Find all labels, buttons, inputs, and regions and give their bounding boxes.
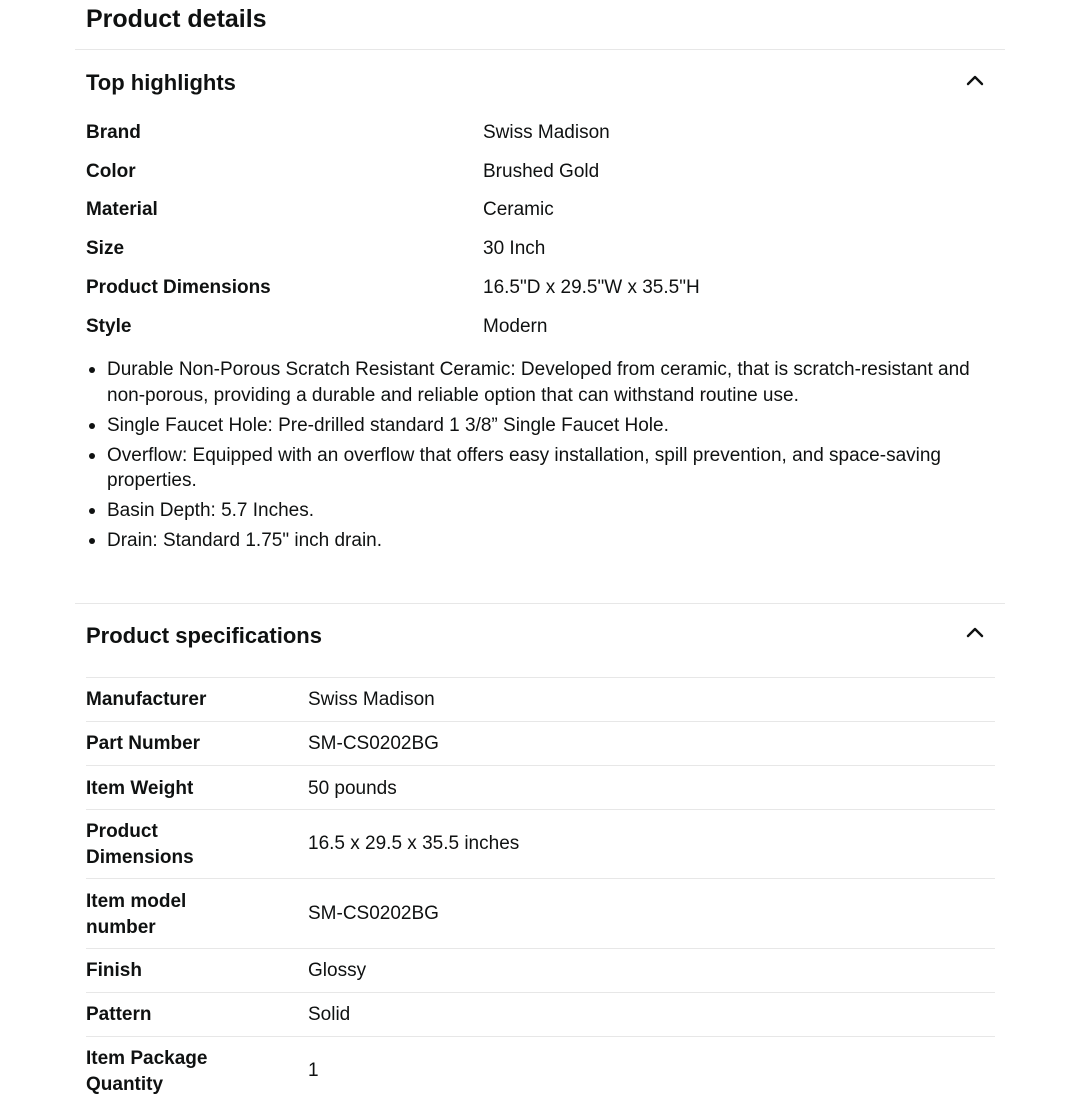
spec-label: Manufacturer [86, 689, 207, 710]
highlight-value: Modern [483, 316, 548, 337]
highlight-label: Style [86, 316, 132, 337]
spec-value: Glossy [308, 960, 367, 981]
highlight-value: Swiss Madison [483, 122, 610, 143]
highlight-row-size [86, 236, 996, 262]
feature-bullet: Overflow: Equipped with an overflow that offers easy installation, spill prevention, and space-saving properties. [107, 443, 997, 494]
highlight-label: Product Dimensions [86, 277, 271, 298]
highlight-value: Brushed Gold [483, 161, 600, 182]
highlight-value: 16.5"D x 29.5"W x 35.5"H [483, 277, 700, 298]
chevron-up-icon[interactable] [965, 625, 985, 639]
highlight-label: Color [86, 161, 136, 182]
highlight-label: Size [86, 238, 125, 259]
spec-label: Item model number [86, 891, 187, 938]
spec-row-item-package-quantity [86, 1036, 995, 1095]
feature-bullet: Drain: Standard 1.75" inch drain. [107, 528, 997, 554]
spec-row-product-dimensions [86, 809, 995, 879]
spec-value: 16.5 x 29.5 x 35.5 inches [308, 833, 520, 854]
highlight-value: Ceramic [483, 199, 554, 220]
highlight-label: Brand [86, 122, 141, 143]
top-highlights-heading: Top highlights [86, 70, 236, 95]
chevron-up-icon[interactable] [965, 73, 985, 87]
spec-row-part-number [86, 721, 995, 766]
page-title: Product details [86, 5, 267, 33]
highlight-row-material [86, 197, 996, 223]
spec-row-item-weight [86, 765, 995, 810]
product-specifications-heading: Product specifications [86, 623, 322, 648]
spec-row-item-model-number [86, 878, 995, 949]
divider [75, 49, 1005, 50]
highlight-row-color [86, 159, 996, 185]
spec-label: Pattern [86, 1004, 152, 1025]
highlight-row-brand [86, 120, 996, 146]
spec-label: Product Dimensions [86, 821, 194, 868]
highlight-value: 30 Inch [483, 238, 546, 259]
highlight-row-product-dimensions [86, 275, 996, 301]
spec-value: SM-CS0202BG [308, 733, 439, 754]
feature-bullet: Durable Non-Porous Scratch Resistant Ceramic: Developed from ceramic, that is scratch-resistant and non-porous, providing a durable and reliable option that can withstand routine use. [107, 357, 997, 408]
divider [75, 603, 1005, 604]
feature-bullet: Basin Depth: 5.7 Inches. [107, 498, 997, 524]
feature-bullet-list [107, 357, 997, 558]
spec-label: Item Package Quantity [86, 1048, 208, 1095]
spec-row-pattern [86, 992, 995, 1037]
spec-value: 50 pounds [308, 778, 397, 799]
highlight-row-style [86, 314, 996, 340]
spec-value: SM-CS0202BG [308, 903, 439, 924]
spec-value: Solid [308, 1004, 351, 1025]
spec-row-finish [86, 948, 995, 993]
feature-bullet: Single Faucet Hole: Pre-drilled standard 1 3/8” Single Faucet Hole. [107, 413, 997, 439]
spec-value: 1 [308, 1060, 319, 1081]
highlight-label: Material [86, 199, 158, 220]
spec-row-manufacturer [86, 677, 995, 722]
spec-label: Item Weight [86, 778, 194, 799]
spec-label: Finish [86, 960, 142, 981]
spec-value: Swiss Madison [308, 689, 435, 710]
spec-label: Part Number [86, 733, 201, 754]
